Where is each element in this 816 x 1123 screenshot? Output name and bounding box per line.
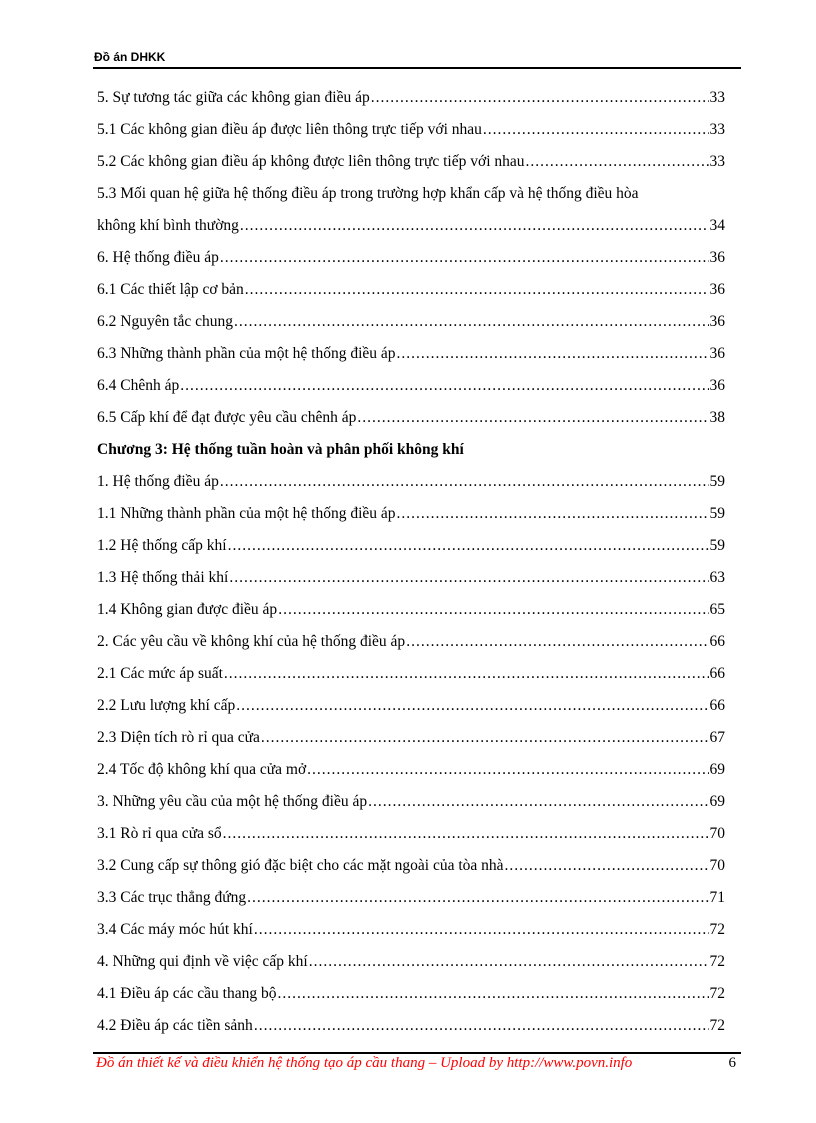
- toc-entry-title: 4. Những qui định về việc cấp khí: [97, 953, 308, 970]
- toc-entry[interactable]: [97, 914, 725, 946]
- toc-entry-page: 65: [709, 601, 725, 618]
- toc-entry[interactable]: [97, 818, 725, 850]
- toc-entry[interactable]: [97, 658, 725, 690]
- toc-entry-page: 59: [709, 537, 725, 554]
- toc-entry-title: 3.1 Rò rỉ qua cửa sổ: [97, 825, 222, 842]
- toc-entry-title: 2.1 Các mức áp suất: [97, 665, 223, 682]
- footer-divider: [93, 1052, 741, 1054]
- toc-entry-page: 66: [709, 697, 725, 714]
- toc-leader-dots: [261, 722, 709, 754]
- toc-entry[interactable]: [97, 882, 725, 914]
- toc-leader-dots: [483, 114, 709, 146]
- toc-entry[interactable]: [97, 82, 725, 114]
- toc-leader-dots: [223, 818, 709, 850]
- toc-entry-page: 69: [709, 793, 725, 810]
- toc-entry-title: 1.3 Hệ thống thải khí: [97, 569, 229, 586]
- toc-entry-title: 2.3 Diện tích rò rỉ qua cửa: [97, 729, 260, 746]
- toc-entry[interactable]: [97, 626, 725, 658]
- toc-leader-dots: [247, 882, 708, 914]
- toc-leader-dots: [357, 402, 708, 434]
- toc-entry-title: 1.4 Không gian được điều áp: [97, 601, 278, 618]
- page-number: 6: [728, 1055, 736, 1071]
- toc-leader-dots: [254, 914, 709, 946]
- toc-leader-dots: [228, 530, 709, 562]
- toc-entry[interactable]: [97, 242, 725, 274]
- toc-entry-title: 5.2 Các không gian điều áp không được liên thông trực tiếp với nhau: [97, 153, 525, 170]
- toc-leader-dots: [229, 562, 708, 594]
- toc-entry-title: 6.5 Cấp khí để đạt được yêu cầu chênh áp: [97, 409, 357, 426]
- toc-leader-dots: [397, 338, 709, 370]
- header-divider: [93, 67, 741, 69]
- toc-entry-title: 5.3 Mối quan hệ giữa hệ thống điều áp trong trường hợp khẩn cấp và hệ thống điều hòa: [97, 185, 639, 202]
- running-header: Đồ án DHKK: [94, 50, 166, 64]
- toc-entry[interactable]: [97, 1010, 725, 1042]
- toc-leader-dots: [240, 210, 709, 242]
- table-of-contents: [97, 82, 725, 1042]
- toc-entry[interactable]: [97, 978, 725, 1010]
- toc-entry-page: 63: [709, 569, 725, 586]
- toc-entry-title: không khí bình thường: [97, 217, 239, 234]
- toc-entry[interactable]: [97, 530, 725, 562]
- toc-entry[interactable]: [97, 466, 725, 498]
- toc-entry[interactable]: [97, 946, 725, 978]
- toc-entry[interactable]: [97, 114, 725, 146]
- toc-entry-page: 72: [709, 921, 725, 938]
- toc-entry-page: 67: [709, 729, 725, 746]
- toc-entry-page: 66: [709, 633, 725, 650]
- toc-entry-title: 6.2 Nguyên tắc chung: [97, 313, 234, 330]
- toc-leader-dots: [397, 498, 709, 530]
- toc-entry-title: 2.2 Lưu lượng khí cấp: [97, 697, 236, 714]
- toc-entry[interactable]: [97, 562, 725, 594]
- toc-entry-wrapped-line[interactable]: [97, 178, 725, 210]
- toc-entry-page: 72: [709, 953, 725, 970]
- toc-leader-dots: [309, 946, 709, 978]
- toc-leader-dots: [254, 1010, 709, 1042]
- toc-leader-dots: [224, 658, 709, 690]
- toc-entry-page: 70: [709, 857, 725, 874]
- toc-entry-page: 69: [709, 761, 725, 778]
- toc-entry-title: 2.4 Tốc độ không khí qua cửa mở: [97, 761, 307, 778]
- toc-entry-title: 6.3 Những thành phần của một hệ thống điều áp: [97, 345, 396, 362]
- toc-entry[interactable]: [97, 754, 725, 786]
- toc-entry-page: 33: [709, 89, 725, 106]
- toc-entry-title: 1. Hệ thống điều áp: [97, 473, 219, 490]
- toc-entry-page: 66: [709, 665, 725, 682]
- chapter-title: Chương 3: Hệ thống tuần hoàn và phân phối không khí: [97, 441, 464, 458]
- toc-leader-dots: [245, 274, 709, 306]
- toc-entry[interactable]: [97, 306, 725, 338]
- toc-entry-page: 36: [709, 249, 725, 266]
- footer-text: Đồ án thiết kế và điều khiển hệ thống tạo áp cầu thang – Upload by http://www.povn.info: [96, 1055, 633, 1071]
- toc-entry[interactable]: [97, 690, 725, 722]
- toc-entry-page: 36: [709, 313, 725, 330]
- toc-leader-dots: [371, 82, 709, 114]
- toc-entry[interactable]: [97, 594, 725, 626]
- toc-leader-dots: [505, 850, 709, 882]
- toc-entry-title: 5.1 Các không gian điều áp được liên thông trực tiếp với nhau: [97, 121, 482, 138]
- toc-entry-title: 3.3 Các trục thẳng đứng: [97, 889, 247, 906]
- toc-entry-page: 59: [709, 505, 725, 522]
- toc-entry[interactable]: [97, 850, 725, 882]
- toc-entry[interactable]: [97, 498, 725, 530]
- toc-leader-dots: [406, 626, 708, 658]
- toc-entry[interactable]: [97, 146, 725, 178]
- toc-leader-dots: [278, 594, 708, 626]
- toc-entry-page: 33: [709, 153, 725, 170]
- toc-entry-page: 70: [709, 825, 725, 842]
- toc-leader-dots: [220, 242, 709, 274]
- toc-entry-title: 6.1 Các thiết lập cơ bản: [97, 281, 244, 298]
- toc-leader-dots: [526, 146, 709, 178]
- toc-entry-title: 1.2 Hệ thống cấp khí: [97, 537, 227, 554]
- toc-entry-title: 3.2 Cung cấp sự thông gió đặc biệt cho các mặt ngoài của tòa nhà: [97, 857, 504, 874]
- toc-entry[interactable]: [97, 786, 725, 818]
- toc-leader-dots: [307, 754, 708, 786]
- toc-leader-dots: [368, 786, 708, 818]
- toc-leader-dots: [220, 466, 709, 498]
- toc-entry-title: 4.2 Điều áp các tiền sảnh: [97, 1017, 253, 1034]
- toc-entry-page: 72: [709, 1017, 725, 1034]
- toc-entry-page: 38: [709, 409, 725, 426]
- toc-entry-page: 33: [709, 121, 725, 138]
- toc-leader-dots: [180, 370, 708, 402]
- toc-entry-title: 2. Các yêu cầu về không khí của hệ thống điều áp: [97, 633, 406, 650]
- toc-entry[interactable]: [97, 402, 725, 434]
- toc-entry-page: 72: [709, 985, 725, 1002]
- toc-chapter-heading[interactable]: [97, 434, 725, 466]
- toc-entry[interactable]: [97, 210, 725, 242]
- toc-leader-dots: [277, 978, 708, 1010]
- toc-entry-page: 36: [709, 345, 725, 362]
- toc-entry[interactable]: [97, 370, 725, 402]
- toc-leader-dots: [234, 306, 708, 338]
- toc-entry-title: 1.1 Những thành phần của một hệ thống điều áp: [97, 505, 396, 522]
- toc-entry-title: 3.4 Các máy móc hút khí: [97, 921, 253, 938]
- toc-entry-page: 34: [709, 217, 725, 234]
- toc-entry[interactable]: [97, 338, 725, 370]
- toc-entry-page: 36: [709, 281, 725, 298]
- toc-entry-title: 3. Những yêu cầu của một hệ thống điều áp: [97, 793, 368, 810]
- toc-entry-title: 6.4 Chênh áp: [97, 377, 180, 394]
- toc-entry-title: 6. Hệ thống điều áp: [97, 249, 219, 266]
- toc-entry[interactable]: [97, 274, 725, 306]
- toc-entry[interactable]: [97, 722, 725, 754]
- toc-entry-page: 59: [709, 473, 725, 490]
- toc-entry-page: 71: [709, 889, 725, 906]
- running-footer: [96, 1055, 740, 1072]
- toc-entry-title: 4.1 Điều áp các cầu thang bộ: [97, 985, 277, 1002]
- toc-leader-dots: [236, 690, 708, 722]
- toc-entry-title: 5. Sự tương tác giữa các không gian điều áp: [97, 89, 370, 106]
- toc-entry-page: 36: [709, 377, 725, 394]
